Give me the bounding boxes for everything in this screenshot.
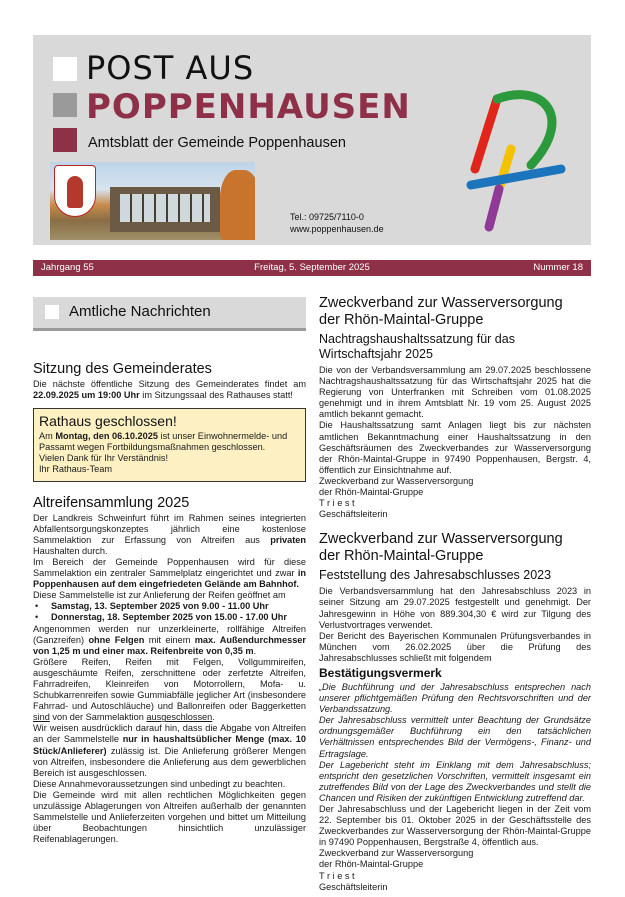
article-title-line1: Zweckverband zur Wasserversorgung: [319, 531, 563, 548]
article-altreifen: [33, 495, 306, 846]
signature-org-line2: der Rhön-Maintal-Gruppe: [319, 487, 424, 498]
article-subtitle-line1: Nachtragshaushaltssatzung für das: [319, 332, 515, 346]
masthead-square-grey: [53, 93, 77, 117]
masthead-square-white: [53, 57, 77, 81]
signature-org-line1: Zweckverband zur Wasserversorgung: [319, 475, 474, 486]
article-paragraph: Im Bereich der Gemeinde Poppenhausen wird für diese Sammelaktion ein zentraler Sammelplatz eingerichtet und zwar in Poppenhausen auf dem eingefriedeten Gelände am Bahnhof.: [33, 556, 306, 590]
article-paragraph: Der Bericht des Bayerischen Kommunalen Prüfungsverbandes in München vom 26.02.2025 über die Prüfung des Jahresabschlusses schließt mit folgendem: [319, 630, 591, 663]
notice-paragraph: Am Montag, den 06.10.2025 ist unser Einwohnermelde- und Passamt wegen Fortbildungsmaßnahmen geschlossen.: [39, 431, 288, 453]
article-paragraph: Die Verbandsversammlung hat den Jahresabschluss 2023 in seiner Sitzung am 29.07.2025 festgestellt und genehmigt. Der Jahresgewinn in Höhe von 889.304,30 € wird zur Tilgung des Verlustvortrages verwendet.: [319, 586, 591, 630]
article-paragraph: Die von der Verbandsversammlung am 29.07.2025 beschlossene Nachtragshaushaltssatzung für das Wirtschaftsjahr 2025 hat die Regierung von Unterfranken mit Schreiben vom 01.08.2025 genehmigt und in ihrem Amtsblatt Nr. 19 vom 25. August 2025 amtlich bekannt gemacht.: [319, 365, 591, 420]
article-title: Sitzung des Gemeinderates: [33, 361, 212, 377]
article-title-line1: Zweckverband zur Wasserversorgung: [319, 295, 563, 311]
signature-org-line1: Zweckverband zur Wasserversorgung: [319, 848, 474, 859]
issue-date: Freitag, 5. September 2025: [254, 262, 370, 273]
article-paragraph: Die nächste öffentliche Sitzung des Gemeinderates findet am 22.09.2025 um 19:00 Uhr im Sitzungssaal des Rathauses statt!: [33, 379, 306, 401]
collection-date-2: • Donnerstag, 18. September 2025 von 15.00 - 17.00 Uhr: [33, 612, 306, 623]
masthead-title-line2: POPPENHAUSEN: [86, 87, 411, 127]
municipality-logo-icon: [463, 77, 578, 237]
article-paragraph: Der Landkreis Schweinfurt führt im Rahmen seines integrierten Abfallentsorgungskonzeptes jährlich eine kostenlose Sammelaktion zur Erfassung von Altreifen aus privaten Haushalten durch.: [33, 512, 306, 556]
vermerk-quote-3: Der Lagebericht steht im Einklang mit dem Jahresabschluss; entspricht den gesetzlichen Vorschriften, vermittelt insgesamt ein zutreffendes Bild von der Lage des Zweckverbandes und stellt die Chancen und Risiken der zukünftigen Entwicklung zutreffend dar.: [319, 759, 591, 803]
issue-number: Nummer 18: [533, 262, 583, 273]
article-paragraph: Diese Sammelstelle ist zur Anlieferung der Reifen geöffnet am: [33, 590, 286, 601]
vermerk-quote-2: Der Jahresabschluss vermittelt unter Beachtung der Grundsätze ordnungsgemäßer Buchführung ein den tatsächlichen Verhältnissen entsprechendes Bild der Vermögens-, Finanz- und Ertragslage.: [319, 715, 591, 759]
article-title-line2: der Rhön-Maintal-Gruppe: [319, 548, 484, 565]
article-title: Altreifensammlung 2025: [33, 494, 190, 511]
notice-signature: Ihr Rathaus-Team: [39, 464, 113, 475]
article-paragraph: Angenommen werden nur unzerkleinerte, rollfähige Altreifen (Ganzreifen) ohne Felgen mit einem max. Außendurchmesser von 1,25 m und einer max. Reifenbreite von 0,35 m.: [33, 623, 306, 656]
signature-org-line2: der Rhön-Maintal-Gruppe: [319, 859, 424, 870]
masthead-phone: Tel.: 09725/7110-0: [290, 212, 364, 222]
article-subtitle-line2: Wirtschaftsjahr 2025: [319, 347, 433, 361]
section-title: Amtliche Nachrichten: [69, 303, 211, 320]
signature-name: T r i e s t: [319, 870, 355, 881]
article-gemeinderat: [33, 361, 306, 401]
collection-date-1: • Samstag, 13. September 2025 von 9.00 - 11.00 Uhr: [33, 601, 306, 612]
signature-name: T r i e s t: [319, 498, 355, 509]
article-title-line2: der Rhön-Maintal-Gruppe: [319, 312, 484, 328]
article-paragraph: Die Gemeinde wird mit allen rechtlichen Möglichkeiten gegen unzulässige Ablagerungen von Altreifen außerhalb der genannten Sammelstelle und Anlieferzeiten vorgehen und bittet um Mitteilung über Beobachtungen hinsichtlich unzulässiger Reifenablagerungen.: [33, 789, 306, 845]
masthead-contact: [290, 211, 384, 235]
left-column: [33, 297, 306, 845]
masthead: [33, 35, 591, 245]
masthead-title-line1: POST AUS: [86, 49, 255, 87]
notice-thanks: Vielen Dank für Ihr Verständnis!: [39, 453, 169, 464]
notice-title: Rathaus geschlossen!: [39, 413, 177, 430]
article-zv-nachtrag: [319, 295, 591, 520]
signature-role: Geschäftsleiterin: [319, 509, 388, 520]
collection-dates: [33, 601, 306, 623]
article-paragraph: Der Jahresabschluss und der Lagebericht liegen in der Zeit vom 22. September bis 01. Oktober 2025 in der Geschäftsstelle des Zweckverbandes zur Wasserversorgung der Rhön-Maintal-Gruppe in 97490 Poppenhausen, Bergstraße 4, öffentlich aus.: [319, 804, 591, 848]
masthead-website[interactable]: www.poppenhausen.de: [290, 224, 384, 234]
article-paragraph: Wir weisen ausdrücklich darauf hin, dass die Abgabe von Altreifen an der Sammelstelle nur in haushaltsüblicher Menge (max. 10 Stück/Anlieferer) zulässig ist. Die Anlieferung größerer Mengen von Altreifen, insbesondere die Anlieferung aus dem gewerblichen Bereich ist ausgeschlossen.: [33, 723, 306, 778]
section-square: [45, 305, 59, 319]
notice-box: [33, 408, 306, 481]
vermerk-quote-1: „Die Buchführung und der Jahresabschluss entsprechen nach unserer pflichtgemäßen Prüfung den Rechtsvorschriften und der Verbandssatzung.: [319, 681, 591, 715]
section-header: [33, 297, 306, 328]
coat-of-arms-icon: [54, 165, 96, 217]
right-column: [319, 295, 591, 893]
issue-volume: Jahrgang 55: [41, 262, 94, 273]
article-paragraph: Diese Annahmevoraussetzungen sind unbedingt zu beachten.: [33, 778, 286, 789]
section-rule: [33, 328, 306, 331]
article-paragraph: Größere Reifen, Reifen mit Felgen, Vollgummireifen, ausgeschäumte Reifen, zerschnittene oder zerfetzte Altreifen, Fahrradreifen, Kleinreifen von Motorrollern, Mofa- u. Schubkarrenreifen sowie Gummiabfälle jeglicher Art (insbesondere Fahrrad- und Autoschläuche) und Ballonreifen oder Baggerketten sind von der Sammelaktion ausgeschlossen.: [33, 656, 306, 723]
article-zv-jahresabschluss: [319, 531, 591, 892]
masthead-subtitle: Amtsblatt der Gemeinde Poppenhausen: [88, 135, 346, 151]
issue-bar: [33, 260, 591, 276]
article-paragraph: Die Haushaltssatzung samt Anlagen liegt bis zur nächsten amtlichen Bekanntmachung einer Haushaltssatzung in den Geschäftsräumen des Zweckverbandes zur Wasserversorgung der Rhön-Maintal-Gruppe in 97490 Poppenhausen, Bergstr. 4, öffentlich zur Einsichtnahme auf.: [319, 420, 591, 475]
signature-role: Geschäftsleiterin: [319, 881, 388, 892]
vermerk-title: Bestätigungsvermerk: [319, 665, 442, 680]
article-subtitle: Feststellung des Jahresabschlusses 2023: [319, 568, 552, 583]
masthead-square-red: [53, 128, 77, 152]
